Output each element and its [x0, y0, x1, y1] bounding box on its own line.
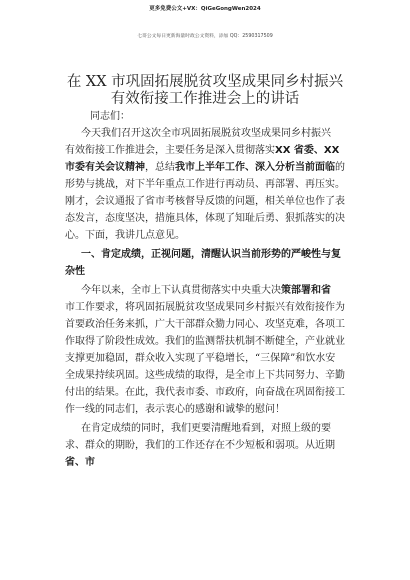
text-span: ，总结 — [145, 162, 175, 173]
section-heading-line-2: 杂性 — [65, 266, 85, 277]
paragraph-line: 市工作要求，将巩固拓展脱贫攻坚成果同乡村振兴有效衔接作为 — [65, 302, 345, 313]
paragraph-line: 支撑更加稳固，群众收入实现了平稳增长，“三保障”和饮水安 — [65, 353, 336, 364]
paragraph-line: 刚才，会议通报了省市考核督导反馈的问题，相关单位也作了表 — [65, 196, 345, 207]
section-heading-line-1: 一、肯定成绩，正视问题，清醒认识当前形势的严峻性与复 — [81, 249, 341, 260]
paragraph-line: 今天我们召开这次全市巩固拓展脱贫攻坚成果同乡村振兴 — [81, 128, 331, 139]
paragraph-line — [65, 144, 355, 158]
paragraph-line: 作取得了阶段性成效。我们的监测帮扶机制不断健全，产业就业 — [65, 336, 345, 347]
paragraph-line: 求、群众的期盼，我们的工作还存在不少短板和弱项。从近期 — [65, 440, 335, 451]
paragraph-line: 态发言，态度坚决，措施具体，体现了知耻后勇、狠抓落实的决 — [65, 213, 345, 224]
paragraph-line: 在肯定成绩的同时，我们更要清醒地看到，对照上级的要 — [81, 423, 331, 434]
bold-span: 我市上半年工作、深入分析当前面临 — [175, 162, 335, 173]
text-span: 的 — [335, 162, 345, 173]
paragraph-line — [65, 161, 355, 175]
text-span: 有效衔接工作推进会，主要任务是深入贯彻落实 — [65, 145, 275, 156]
paragraph-line: 心。下面，我讲几点意见。 — [65, 230, 185, 241]
document-title-line-2: 有效衔接工作推进会上的讲话 — [110, 91, 300, 107]
salutation: 同志们： — [90, 111, 130, 122]
paragraph-line: 全成果持续巩固。这些成绩的取得，是全市上下共同努力、辛勤 — [65, 370, 345, 381]
bold-span: 市委有关会议精神 — [65, 162, 145, 173]
paragraph-line: 付出的结果。在此，我代表市委、市政府，向奋战在巩固衔接工 — [65, 387, 345, 398]
paragraph-line: 省、市 — [65, 457, 95, 468]
text-span: 今年以来，全市上下认真贯彻落实中央重大决 — [81, 285, 281, 296]
paragraph-line: 作一线的同志们，表示衷心的感谢和诚挚的慰问！ — [65, 404, 285, 415]
watermark-text: 更多免费公文+VX：QiGeGongWen2024 — [149, 6, 261, 12]
paragraph-line: 首要政治任务来抓，广大干部群众勠力同心、攻坚克难，各项工 — [65, 319, 345, 330]
bold-span: XX 省委、XX — [275, 145, 340, 156]
header-note: 七哥公文每日更新海量时政公文资料，添加 QQ：2590317509 — [137, 34, 273, 39]
document-title-line-1: 在 XX 市巩固拓展脱贫攻坚成果同乡村振兴 — [66, 74, 344, 90]
paragraph-line — [81, 284, 371, 298]
paragraph-line: 形势与挑战，对下半年重点工作进行再动员、再部署、再压实。 — [65, 179, 345, 190]
bold-span: 策部署和省 — [281, 285, 331, 296]
